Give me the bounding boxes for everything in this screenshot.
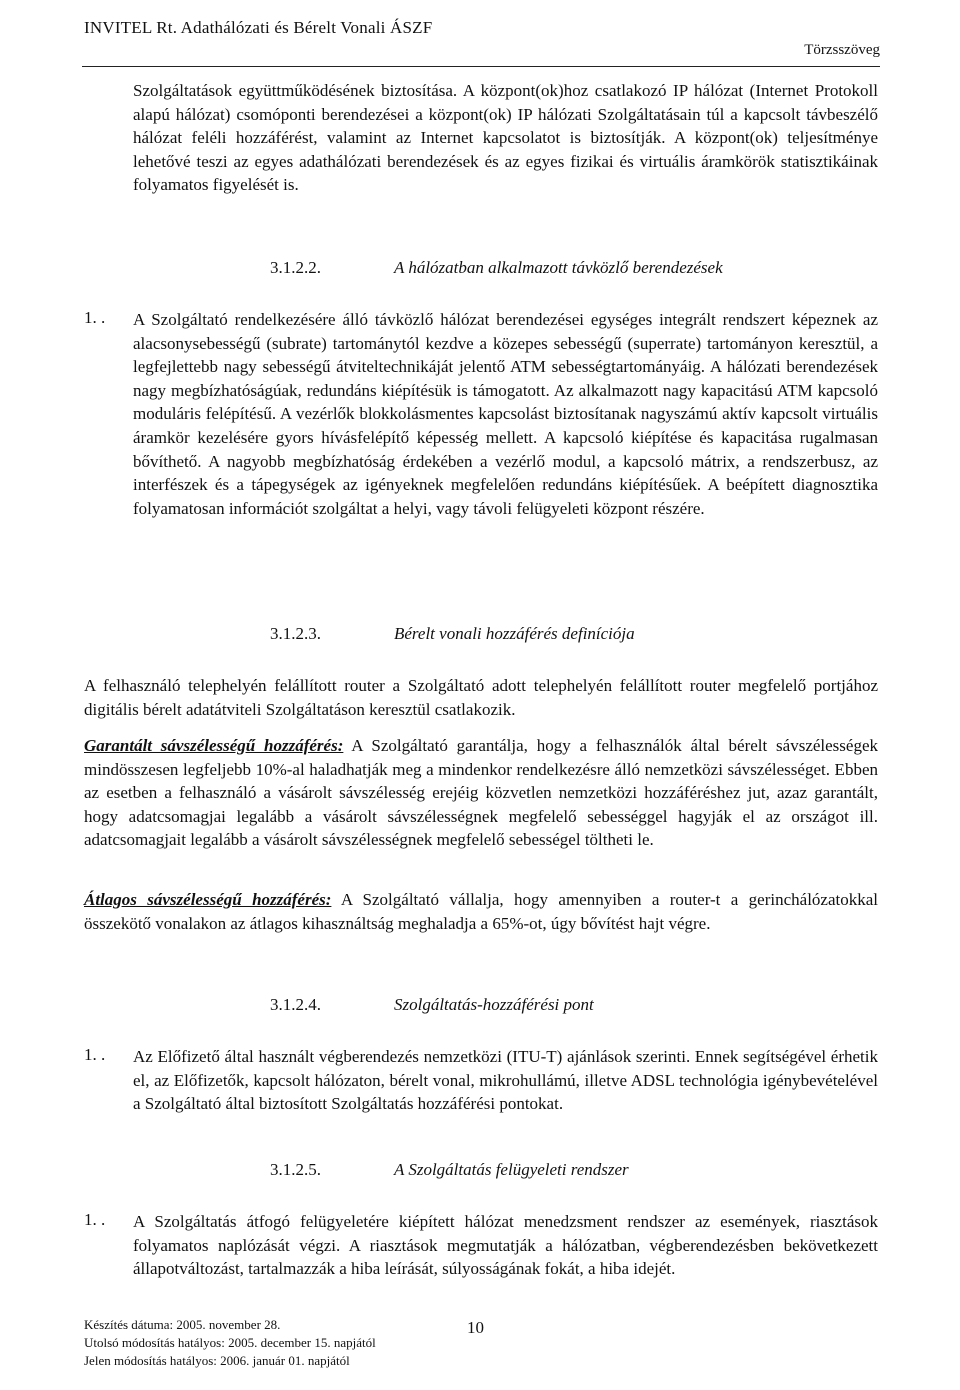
term-label: Garantált sávszélességű hozzáférés: [84,736,344,755]
section-paragraph: Az Előfizető által használt végberendezés nemzetközi (ITU-T) ajánlások szerinti. Ennek segítségével érhetik el, az Előfizetők, kapcsolt hálózaton, bérelt vonal, mikrohullámú, illetve ADSL technológia igénybevételével a Szolgáltató által biztosított Szolgáltatás hozzáférési pontokat. [133,1047,878,1114]
header-divider [82,66,880,67]
section-title: A Szolgáltatás felügyeleti rendszer [394,1160,629,1179]
footer-last-modified: Utolsó módosítás hatályos: 2005. december 15. napjától [84,1335,376,1350]
footer-current-modified: Jelen módosítás hatályos: 2006. január 01. napjától [84,1353,350,1368]
section-paragraph: A felhasználó telephelyén felállított router a Szolgáltató adott telephelyén felállított router megfelelő portjához digitális bérelt adatátviteli Szolgáltatáson keresztül csatlakozik. [84,676,878,719]
section-title: A hálózatban alkalmazott távközlő berendezések [394,258,723,277]
page-number: 10 [467,1318,484,1337]
section-number: 3.1.2.2. [270,258,321,277]
section-paragraph: A Szolgáltató rendelkezésére álló távközlő hálózat berendezései egységes integrált rendszert képeznek az alacsonysebességű (subrate) tartománytól kezdve a közepes sebességű (superrate) tartományon keresztül, a legfejlettebb nagy sebességű átviteltechnikáját jelentő ATM sebességtartományáig. A hálózati berendezések nagy megbízhatóságúak, redundáns kiépítésük is támogatott. Az alkalmazott nagy kapacitású ATM kapcsoló moduláris felépítésű. A vezérlők blokkolásmentes kapcsolást biztosítanak nagyszámú aktív kapcsolt virtuális áramkör kezelésére gyors hívásfelépítő képesség mellett. A kapcsoló kiépítése és kapacitása rugalmasan bővíthető. A nagyobb megbízhatóság érdekében a vezérlő modul, a kapcsoló mátrix, a rendszerbusz, az interfészek és a tápegységek az igényeknek megfelelően redundáns kiépítésűek. A beépített diagnosztika folyamatosan információt szolgáltat a helyi, vagy távoli felügyeleti központ részére. [133,310,878,518]
intro-paragraph: Szolgáltatások együttműködésének biztosítása. A központ(ok)hoz csatlakozó IP hálózat (Internet Protokoll alapú hálózat) csomóponti berendezései a központ(ok) IP hálózati Szolgáltatásain túl a kapcsolt távbeszélő hálózat feléli hozzáférést, valamint az Internet kapcsolatot is biztosítják. A központ(ok) teljesítménye lehetővé teszi az egyes adathálózati berendezések és az egyes fizikai és virtuális áramkörök statisztikáinak folyamatos figyelését is. [133,81,878,195]
list-item-number: 1. . [84,1045,106,1064]
term-text: A Szolgáltató garantálja, hogy a felhasználók által bérelt sávszélességek mindösszesen legfeljebb 10%-al haladhatják meg a mindenkor rendelkezésre álló nemzetközi sávszélességet. Ebben az esetben a felhasználó a vásárolt sávszélesség erejéig közvetlen nemzetközi hozzáféréshez jut, azaz garantált, hogy adatcsomagjai legalább a vásárolt sávszélességnek megfelelő sebességgel hagyják el az országot ill. adatcsomagjait legalább a vásárolt sávszélességnek megfelelő sebességel töltheti le. [84,736,879,850]
section-number: 3.1.2.4. [270,995,321,1014]
section-paragraph: A Szolgáltatás átfogó felügyeletére kiépített hálózat menedzsment rendszer az események, riasztások folyamatos naplózását végzi. A riasztások megmutatják a hálózatban, végberendezésben bekövetkezett állapotváltozást, tartalmazzák a hiba leírását, súlyosságának fokát, a hiba idejét. [133,1212,878,1279]
section-number: 3.1.2.3. [270,624,321,643]
section-number: 3.1.2.5. [270,1160,321,1179]
footer-created-date: Készítés dátuma: 2005. november 28. [84,1317,281,1332]
term-paragraph [84,734,878,852]
list-item-number: 1. . [84,308,106,327]
list-item-number: 1. . [84,1210,106,1229]
header-title: INVITEL Rt. Adathálózati és Bérelt Vonali ÁSZF [84,18,433,37]
header-section-label: Törzsszöveg [804,42,880,58]
term-paragraph [84,888,878,935]
term-label: Átlagos sávszélességű hozzáférés: [84,890,332,909]
section-title: Bérelt vonali hozzáférés definíciója [394,624,635,643]
section-title: Szolgáltatás-hozzáférési pont [394,995,594,1014]
term-text: A Szolgáltató vállalja, hogy amennyiben a router-t a gerinchálózatokkal összekötő vonalakon az átlagos kihasználtság meghaladja a 65%-ot, úgy bővítést hajt végre. [84,890,878,933]
